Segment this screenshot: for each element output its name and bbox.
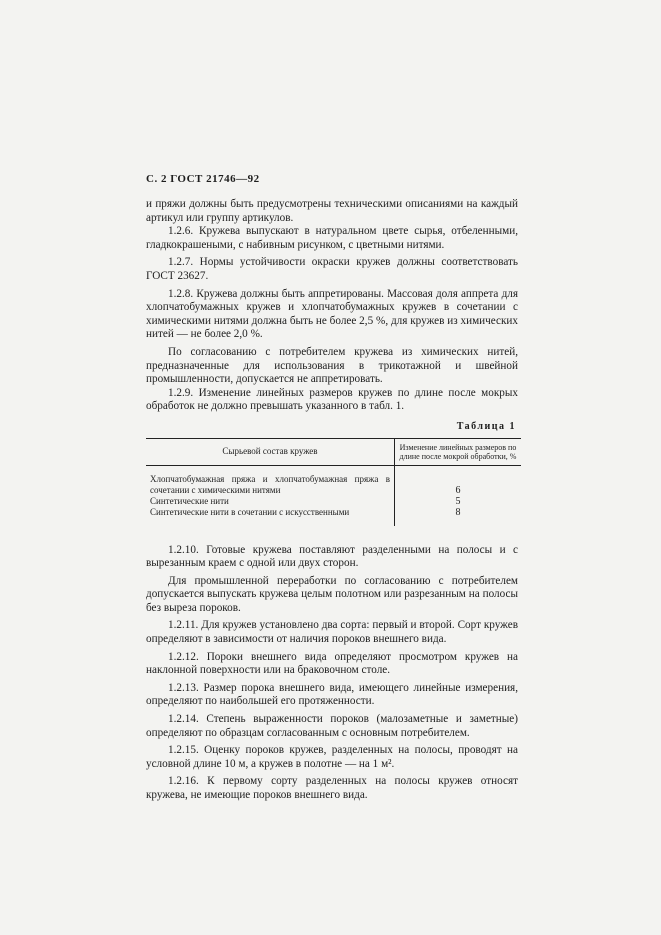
paragraph-1-2-12: 1.2.12. Пороки внешнего вида определяют просмотром кружев на наклонной поверхности или на браковочном столе.	[146, 650, 518, 677]
shrinkage-table	[146, 438, 521, 526]
table-caption: Таблица 1	[456, 420, 516, 432]
page-header: С. 2 ГОСТ 21746—92	[146, 173, 260, 185]
paragraph-1-2-9: 1.2.9. Изменение линейных размеров кружев по длине после мокрых обработок не должно превышать указанного в табл. 1.	[146, 386, 518, 413]
paragraph-1-2-10: 1.2.10. Готовые кружева поставляют разделенными на полосы и с вырезанным краем с одной или двух сторон.	[146, 543, 518, 570]
table-cell-value: 5	[455, 495, 461, 507]
table-header-row	[146, 438, 521, 465]
table-row	[146, 496, 521, 507]
paragraph-1-2-14: 1.2.14. Степень выраженности пороков (малозаметные и заметные) определяют по образцам согласованным с основным потребителем.	[146, 713, 518, 739]
paragraph-continuation: и пряжи должны быть предусмотрены техническими описаниями на каждый артикул или группу артикулов.	[146, 198, 518, 224]
paragraph-1-2-15: 1.2.15. Оценку пороков кружев, разделенных на полосы, проводят на условной длине 10 м, а кружев в полотне — на 1 м².	[146, 744, 518, 770]
table-cell-value: 6	[455, 484, 461, 496]
table-row	[146, 465, 521, 496]
section-after-table	[146, 544, 518, 803]
paragraph-1-2-7: 1.2.7. Нормы устойчивости окраски кружев должны соответствовать ГОСТ 23627.	[146, 256, 518, 282]
paragraph-apprete-exception: По согласованию с потребителем кружева из химических нитей, предназначенные для использования в трикотажной и швейной промышленности, допускается не аппретировать.	[146, 345, 518, 386]
table-cell-composition: Синтетические нити	[146, 496, 395, 507]
body-text	[146, 198, 518, 803]
paragraph-industrial-processing: Для промышленной переработки по согласованию с потребителем допускается выпускать кружева целым полотном или разрезанным на полосы без выреза пороков.	[146, 574, 518, 614]
table-cell-composition: Хлопчатобумажная пряжа и хлопчатобумажная пряжа в сочетании с химическими нитями	[146, 465, 395, 496]
paragraph-1-2-8: 1.2.8. Кружева должны быть аппретированы. Массовая доля аппрета для хлопчатобумажных кружев и хлопчатобумажных кружев в сочетании с химическими нитями должна быть не более 2,5 %, для кружев из химических нитей — не более 2,0 %.	[146, 287, 518, 341]
table-cell-value: 8	[455, 506, 461, 518]
paragraph-1-2-13: 1.2.13. Размер порока внешнего вида, имеющего линейные измерения, определяют по наибольшей его протяженности.	[146, 681, 518, 708]
table-col-header-change: Изменение линейных размеров по длине после мокрой обработки, %	[395, 438, 522, 465]
table-row	[146, 507, 521, 526]
paragraph-1-2-11: 1.2.11. Для кружев установлено два сорта: первый и второй. Сорт кружев определяют в зависимости от наличия пороков внешнего вида.	[146, 619, 518, 646]
paragraph-1-2-6: 1.2.6. Кружева выпускают в натуральном цвете сырья, отбеленными, гладкокрашеными, с набивным рисунком, с цветными нитями.	[146, 225, 518, 251]
table-cell-composition: Синтетические нити в сочетании с искусственными	[146, 507, 395, 526]
paragraph-1-2-16: 1.2.16. К первому сорту разделенных на полосы кружев относят кружева, не имеющие пороков внешнего вида.	[146, 775, 518, 801]
table-col-header-composition: Сырьевой состав кружев	[146, 438, 395, 465]
